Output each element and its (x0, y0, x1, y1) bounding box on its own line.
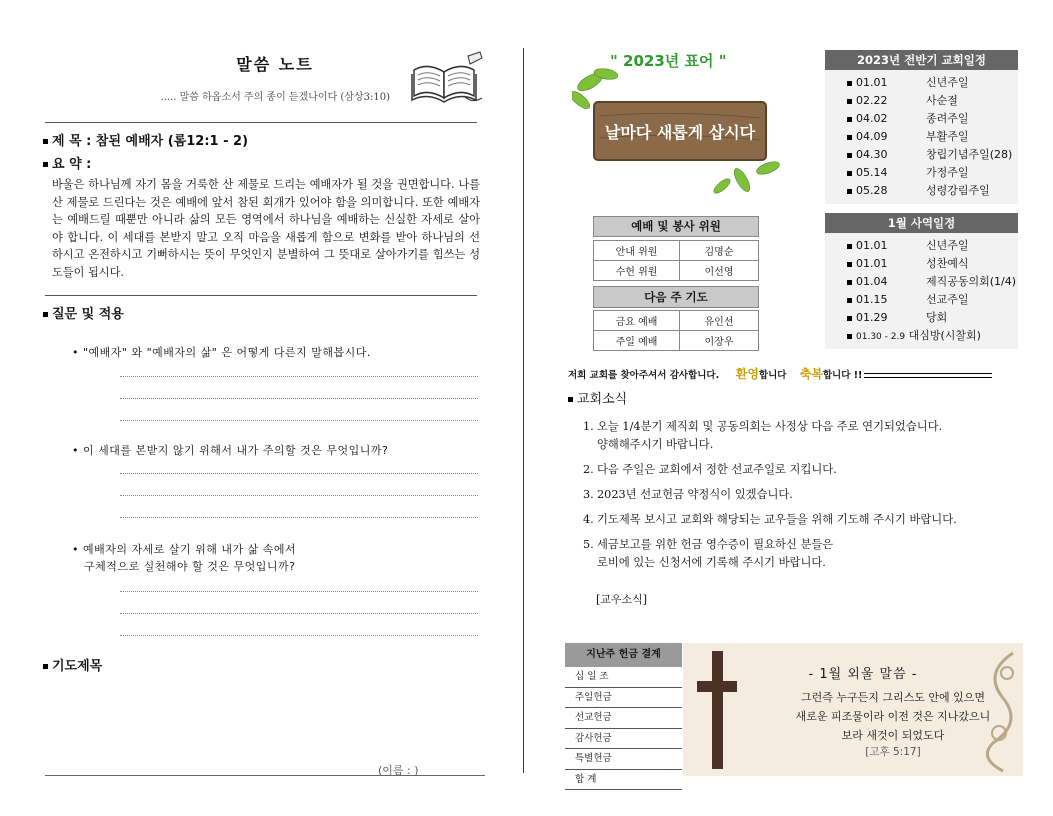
table-row: 합 계 (565, 770, 682, 791)
news-heading (568, 388, 627, 407)
list-item: 3. 2023년 선교헌금 약정식이 있겠습니다. (583, 488, 793, 501)
bullet-square-icon (847, 189, 852, 194)
table-row: 선교헌금 (565, 708, 682, 729)
list-item: 4. 기도제목 보시고 교회와 해당되는 교우들을 위해 기도해 주시기 바랍니다. (583, 513, 957, 526)
open-bible-icon (408, 48, 486, 110)
list-item: 2. 다음 주일은 교회에서 정한 선교주일로 지킵니다. (583, 463, 837, 476)
bullet-square-icon (43, 664, 48, 669)
list-item: 01.29 당회 (847, 309, 1018, 327)
table-row (594, 241, 759, 261)
bullet-square-icon (847, 298, 852, 303)
duty-role: 안내 위원 (594, 241, 680, 261)
memory-verse-box (683, 643, 1023, 776)
january-schedule (825, 213, 1018, 349)
duty-name: 이선영 (680, 261, 759, 281)
answer-line[interactable] (120, 517, 478, 518)
list-item: 01.15 선교주일 (847, 291, 1018, 309)
prayer-table (593, 310, 759, 351)
prayer-label: 기도제목 (52, 659, 103, 674)
bullet-square-icon (43, 139, 48, 144)
bullet-square-icon (847, 81, 852, 86)
page-title: 말씀 노트 (236, 55, 314, 74)
summary-label: 요 약 : (52, 157, 92, 172)
offering-table (565, 643, 682, 790)
questions-heading (43, 303, 124, 322)
answer-line[interactable] (120, 420, 478, 421)
list-item: 5. 세금보고를 위한 헌금 영수증이 필요하신 분들은 로비에 있는 신청서에 기록해 주시기 바랍니다. (583, 538, 834, 569)
answer-line[interactable] (120, 495, 478, 496)
list-item: 04.02 종려주일 (847, 110, 1018, 128)
list-item: 05.28 성령강림주일 (847, 182, 1018, 200)
bullet-square-icon (847, 153, 852, 158)
motto-sign-text: 날마다 새롭게 삽시다 (604, 123, 756, 142)
name-field[interactable]: (이름 : ) (378, 764, 419, 777)
news-list (583, 418, 1013, 579)
prayer-box (593, 286, 759, 351)
question-3-line-2: 구체적으로 실천해야 할 것은 무엇입니까? (84, 560, 296, 573)
memory-verse-line: 보라 새것이 되었도다 (841, 729, 945, 742)
news-sign: [교우소식] (596, 593, 648, 606)
bullet-square-icon (847, 334, 852, 339)
duty-title: 예배 및 봉사 위원 (593, 216, 759, 237)
bullet-square-icon (847, 99, 852, 104)
wooden-sign-icon (572, 68, 780, 196)
answer-line[interactable] (120, 376, 478, 377)
bullet-square-icon (568, 397, 573, 402)
duty-box (593, 216, 759, 281)
half-year-schedule (825, 50, 1018, 204)
table-row: 십 일 조 (565, 667, 682, 688)
duty-role: 수헌 위원 (594, 261, 680, 281)
table-row (594, 331, 759, 351)
list-item: 02.22 사순절 (847, 92, 1018, 110)
list-item: 05.14 가정주일 (847, 164, 1018, 182)
bullet-square-icon (847, 316, 852, 321)
prayer-name: 이장우 (680, 331, 759, 351)
bullet-square-icon (847, 280, 852, 285)
summary-heading (43, 153, 91, 172)
answer-line[interactable] (120, 473, 478, 474)
table-row (594, 311, 759, 331)
memory-verse-line: 새로운 피조물이라 이전 것은 지나갔으니 (795, 710, 991, 723)
list-item: 04.09 부활주일 (847, 128, 1018, 146)
subject-row (43, 130, 248, 149)
question-1: • "예배자" 와 "예배자의 삶" 은 어떻게 다른지 말해봅시다. (72, 346, 371, 359)
header-verse: ..... 말씀 하옵소서 주의 종이 듣겠나이다 (삼상3:10) (160, 92, 390, 103)
table-row (594, 261, 759, 281)
footer-line (45, 775, 485, 776)
half-schedule-title: 2023년 전반기 교회일정 (825, 50, 1018, 70)
duty-table (593, 240, 759, 281)
subject-label: 제 목 : (52, 134, 92, 149)
prayer-name: 유인선 (680, 311, 759, 331)
bullet-square-icon (43, 312, 48, 317)
welcome-banner: 저희 교회를 찾아주셔서 감사합니다. 환영합니다 축복합니다 !! (568, 365, 1018, 382)
list-item: 01.30 - 2.9 대심방(시찰회) (847, 327, 1018, 345)
question-2: • 이 세대를 본받지 않기 위해서 내가 주의할 것은 무엇입니까? (72, 444, 389, 457)
bullet-square-icon (847, 244, 852, 249)
list-item: 01.04 제직공동의회(1/4) (847, 273, 1018, 291)
question-3-line-1: • 예배자의 자세로 살기 위해 내가 삶 속에서 (72, 543, 297, 556)
motto-label: " 2023년 표어 " (610, 52, 727, 70)
summary-text: 바울은 하나님께 자기 몸을 거룩한 산 제물로 드리는 예배자가 될 것을 권면합니다. 나를 산 제물로 드린다는 것은 예배에 앞서 참된 회개가 있어야 함을 의미합니다. 또한 예배자는 예배드릴 때뿐만 아니라 삶의 모든 영역에서 하나님을 예배하는 신실한 자세로 살아야 합니다. 이 세대를 본받지 말고 오직 마음을 새롭게 함으로 변화를 받아 하나님의 선하시고 온전하시고 기뻐하시는 뜻이 무엇인지 분별하여 그 뜻대로 살아가기를 힘쓰는 성도들이 됩시다. (52, 178, 480, 279)
bullet-square-icon (847, 135, 852, 140)
page-divider (523, 48, 524, 773)
duty-name: 김명순 (680, 241, 759, 261)
answer-line[interactable] (120, 635, 478, 636)
table-row: 특별헌금 (565, 749, 682, 770)
bullet-square-icon (847, 171, 852, 176)
list-item: 01.01 성찬예식 (847, 255, 1018, 273)
questions-label: 질문 및 적용 (52, 307, 124, 322)
prayer-role: 금요 예배 (594, 311, 680, 331)
bullet-square-icon (43, 162, 48, 167)
list-item: 01.01 신년주일 (847, 74, 1018, 92)
offering-title: 지난주 헌금 결계 (565, 643, 682, 667)
subject-value: 참된 예배자 (롬12:1 - 2) (95, 134, 249, 149)
answer-line[interactable] (120, 591, 478, 592)
answer-line[interactable] (120, 613, 478, 614)
table-row: 감사헌금 (565, 729, 682, 750)
title-divider (45, 122, 477, 123)
prayer-heading (43, 655, 102, 674)
jan-schedule-title: 1월 사역일정 (825, 213, 1018, 233)
list-item: 04.30 창립기념주일(28) (847, 146, 1018, 164)
welcome-highlight: 환영 (735, 367, 759, 381)
memory-verse-ref: [고후 5:17] (865, 746, 921, 758)
bullet-square-icon (847, 262, 852, 267)
welcome-rule (864, 373, 992, 378)
blessing-highlight: 축복 (799, 367, 823, 381)
prayer-role: 주일 예배 (594, 331, 680, 351)
summary-divider (45, 295, 477, 296)
memory-verse-line: 그런즉 누구든지 그리스도 안에 있으면 (800, 691, 985, 704)
list-item: 01.01 신년주일 (847, 237, 1018, 255)
prayer-title: 다음 주 기도 (593, 286, 759, 308)
bullet-square-icon (847, 117, 852, 122)
list-item: 1. 오늘 1/4분기 제직회 및 공동의회는 사정상 다음 주로 연기되었습니다. 양해해주시기 바랍니다. (583, 420, 943, 451)
table-row: 주일헌금 (565, 688, 682, 709)
memory-verse-title: - 1월 외울 말씀 - (808, 667, 918, 682)
answer-line[interactable] (120, 398, 478, 399)
news-label: 교회소식 (577, 392, 628, 407)
